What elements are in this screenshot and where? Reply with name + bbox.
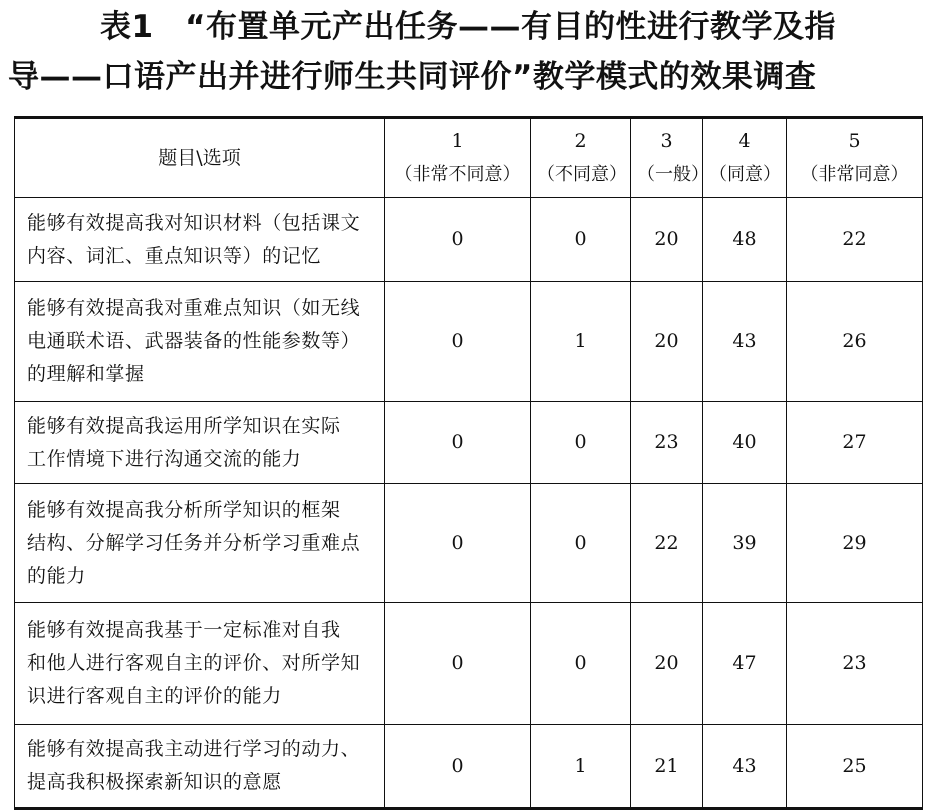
table-row [15, 484, 923, 603]
option-label: （不同意） [537, 164, 627, 185]
option-label: （非常同意） [800, 164, 909, 185]
table-row [15, 402, 923, 484]
question-cell [15, 725, 385, 809]
question-text-line: 的能力 [27, 564, 86, 587]
question-text-line: 结构、分解学习任务并分析学习重难点 [27, 531, 361, 554]
value-cell: 48 [703, 198, 787, 282]
header-option-4 [703, 118, 787, 198]
value-cell: 0 [531, 198, 631, 282]
table-row [15, 198, 923, 282]
value-cell: 26 [787, 282, 923, 402]
value-cell: 0 [531, 603, 631, 725]
header-question-column: 题目\选项 [15, 118, 385, 198]
question-text-line: 能够有效提高我对知识材料（包括课文 [27, 211, 361, 234]
question-text-line: 能够有效提高我运用所学知识在实际 [27, 414, 341, 437]
option-label: （同意） [709, 164, 781, 185]
question-text-line: 提高我积极探索新知识的意愿 [27, 771, 282, 793]
value-cell: 20 [631, 282, 703, 402]
value-cell: 0 [385, 198, 531, 282]
table-row [15, 725, 923, 809]
value-cell: 20 [631, 198, 703, 282]
option-label: （一般） [637, 164, 709, 185]
value-cell: 23 [787, 603, 923, 725]
value-cell: 0 [385, 402, 531, 484]
value-cell: 23 [631, 402, 703, 484]
table-title-line-1: 表1 “布置单元产出任务——有目的性进行教学及指 [100, 9, 836, 45]
question-cell [15, 484, 385, 603]
question-text-line: 能够有效提高我分析所学知识的框架 [27, 498, 341, 521]
table-title-line-2: 导——口语产出并进行师生共同评价”教学模式的效果调查 [8, 59, 817, 95]
question-text-line: 能够有效提高我对重难点知识（如无线 [27, 297, 361, 319]
option-number: 2 [574, 130, 587, 152]
question-cell [15, 402, 385, 484]
value-cell: 21 [631, 725, 703, 809]
table-title [0, 2, 936, 102]
value-cell: 40 [703, 402, 787, 484]
question-cell [15, 282, 385, 402]
value-cell: 39 [703, 484, 787, 603]
question-text-line: 内容、词汇、重点知识等）的记忆 [27, 244, 322, 267]
value-cell: 22 [787, 198, 923, 282]
value-cell: 0 [531, 484, 631, 603]
option-number: 4 [738, 130, 751, 152]
value-cell: 0 [385, 282, 531, 402]
value-cell: 1 [531, 725, 631, 809]
question-text-line: 和他人进行客观自主的评价、对所学知 [27, 652, 361, 674]
value-cell: 43 [703, 282, 787, 402]
value-cell: 0 [385, 603, 531, 725]
header-option-2 [531, 118, 631, 198]
value-cell: 27 [787, 402, 923, 484]
header-option-1 [385, 118, 531, 198]
value-cell: 25 [787, 725, 923, 809]
table-row [15, 603, 923, 725]
value-cell: 20 [631, 603, 703, 725]
header-option-5 [787, 118, 923, 198]
question-text-line: 工作情境下进行沟通交流的能力 [27, 447, 302, 470]
value-cell: 22 [631, 484, 703, 603]
value-cell: 47 [703, 603, 787, 725]
table-header-row [15, 118, 923, 198]
option-number: 3 [660, 130, 673, 152]
table-row [15, 282, 923, 402]
value-cell: 0 [385, 484, 531, 603]
question-text-line: 能够有效提高我主动进行学习的动力、 [27, 738, 361, 760]
option-number: 5 [848, 130, 861, 152]
header-option-3 [631, 118, 709, 198]
question-text-line: 的理解和掌握 [27, 363, 145, 385]
value-cell: 0 [385, 725, 531, 809]
question-cell [15, 603, 385, 725]
survey-table [14, 116, 923, 810]
question-cell [15, 198, 385, 282]
question-text-line: 电通联术语、武器装备的性能参数等） [27, 330, 361, 352]
option-label: （非常不同意） [394, 164, 521, 185]
value-cell: 43 [703, 725, 787, 809]
question-text-line: 能够有效提高我基于一定标准对自我 [27, 619, 341, 641]
value-cell: 1 [531, 282, 631, 402]
value-cell: 29 [787, 484, 923, 603]
value-cell: 0 [531, 402, 631, 484]
question-text-line: 识进行客观自主的评价的能力 [27, 685, 282, 707]
option-number: 1 [451, 130, 464, 152]
